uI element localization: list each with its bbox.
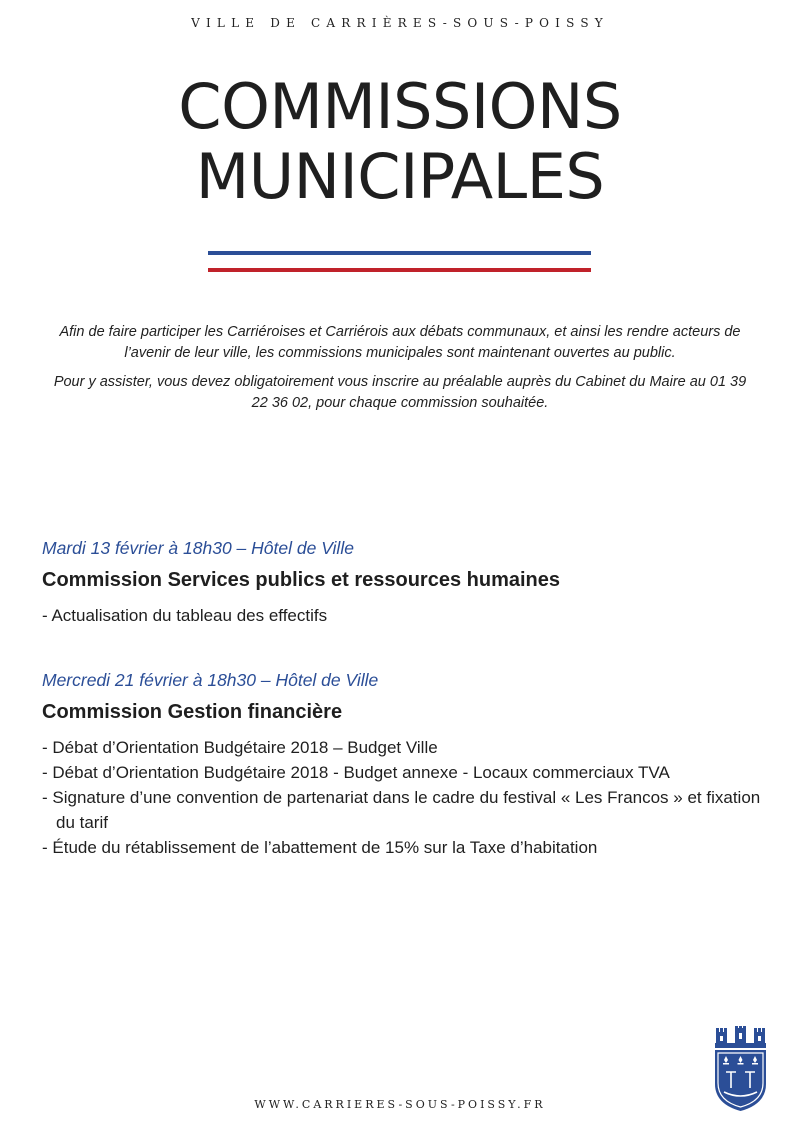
session-1 (42, 537, 772, 628)
session-date: Mercredi 21 février à 18h30 – Hôtel de Ville (42, 670, 379, 690)
red-stripe (208, 268, 591, 272)
agenda-item: - Signature d’une convention de partenariat dans le cadre du festival « Les Francos » et fixation du tarif (42, 785, 772, 835)
title-line-1: COMMISSIONS (178, 70, 622, 143)
agenda-item: - Débat d’Orientation Budgétaire 2018 – Budget Ville (42, 735, 772, 760)
agenda-item: - Actualisation du tableau des effectifs (42, 603, 772, 628)
intro-paragraph-2: Pour y assister, vous devez obligatoirement vous inscrire au préalable auprès du Cabinet du Maire au 01 39 22 36 02, pour chaque commission souhaitée. (53, 374, 747, 411)
intro-text (50, 322, 750, 422)
agenda-item: - Débat d’Orientation Budgétaire 2018 - Budget annexe - Locaux commerciaux TVA (42, 760, 772, 785)
agenda-list (42, 603, 772, 628)
intro-paragraph-1: Afin de faire participer les Carriéroises et Carriérois aux débats communaux, et ainsi les rendre acteurs de l’avenir de leur ville, les commissions municipales sont maintenant ouvertes au public. (59, 324, 741, 361)
session-2 (42, 669, 772, 860)
session-date: Mardi 13 février à 18h30 – Hôtel de Ville (42, 538, 354, 558)
page-title (0, 72, 800, 212)
title-line-2: MUNICIPALES (195, 140, 605, 213)
commission-title: Commission Gestion financière (42, 701, 343, 723)
website-url: WWW.CARRIERES-SOUS-POISSY.FR (254, 1098, 546, 1111)
agenda-list (42, 735, 772, 860)
town-name: VILLE DE CARRIÈRES-SOUS-POISSY (191, 16, 609, 30)
commission-title: Commission Services publics et ressources humaines (42, 569, 560, 591)
blue-stripe (208, 251, 591, 255)
agenda-item: - Étude du rétablissement de l’abattement de 15% sur la Taxe d’habitation (42, 835, 772, 860)
